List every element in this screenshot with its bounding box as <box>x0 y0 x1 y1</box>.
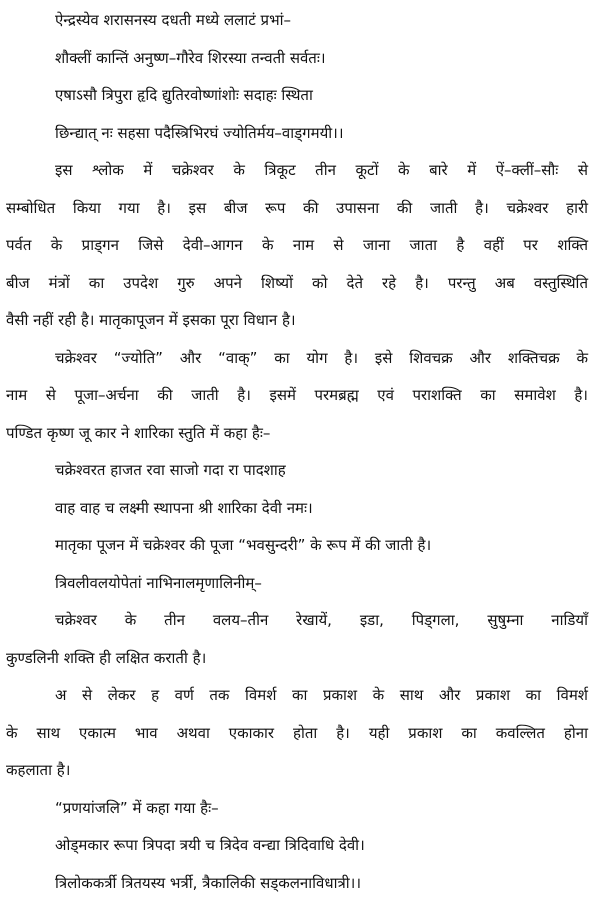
verse-line: एषाऽसौ त्रिपुरा हृदि द्युतिरवोष्णांशोः सदाहः स्थिता <box>6 77 588 115</box>
paragraph-line: अ से लेकर ह वर्ण तक विमर्श का प्रकाश के साथ और प्रकाश का विमर्श <box>6 677 588 715</box>
paragraph-line: नाम से पूजा–अर्चना की जाती है। इसमें परमब्रह्म एवं पराशक्ति का समावेश है। <box>6 377 588 415</box>
verse-line: छिन्द्यात् नः सहसा पदैस्त्रिभिरघं ज्योतिर्मय–वाड्गमयी।। <box>6 115 588 153</box>
verse-line: त्रिवलीवलयोपेतां नाभिनालमृणालिनीम्– <box>6 565 588 603</box>
verse-line: ऐन्द्रस्येव शरासनस्य दधती मध्ये ललाटं प्रभां– <box>6 0 588 40</box>
paragraph-line: पण्डित कृष्ण जू कार ने शारिका स्तुति में कहा हैः– <box>6 415 588 453</box>
verse-line: ओड्मकार रूपा त्रिपदा त्रयी च त्रिदेव वन्द्या त्रिदिवाधि देवी। <box>6 827 588 865</box>
verse-line: चक्रेश्वरत हाजत रवा साजो गदा रा पादशाह <box>6 452 588 490</box>
paragraph-line: कुण्डलिनी शक्ति ही लक्षित कराती है। <box>6 640 588 678</box>
paragraph-line: बीज मंत्रों का उपदेश गुरु अपने शिष्यों को देते रहे है। परन्तु अब वस्तुस्थिति <box>6 265 588 303</box>
verse-line: त्रिलोककर्त्री त्रितयस्य भर्त्री, त्रैकालिकी सड्कलनाविधात्री।। <box>6 865 588 902</box>
paragraph-line: चक्रेश्वर “ज्योति” और “वाक्” का योग है। इसे शिवचक्र और शक्तिचक्र के <box>6 340 588 378</box>
verse-line: शौक्लीं कान्तिं अनुष्ण–गौरेव शिरस्या तन्वती सर्वतः। <box>6 40 588 78</box>
verse-line: वाह वाह च लक्ष्मी स्थापना श्री शारिका देवी नमः। <box>6 490 588 528</box>
paragraph-line: पर्वत के प्राड्गन जिसे देवी–आगन के नाम से जाना जाता है वहीं पर शक्ति <box>6 227 588 265</box>
paragraph-line: इस श्लोक में चक्रेश्वर के त्रिकूट तीन कूटों के बारे में ऐं–क्लीं–सौः से <box>6 152 588 190</box>
paragraph-line: कहलाता है। <box>6 752 588 790</box>
paragraph-line: वैसी नहीं रही है। मातृकापूजन में इसका पूरा विधान है। <box>6 302 588 340</box>
paragraph-line: चक्रेश्वर के तीन वलय–तीन रेखायें, इडा, पिड्गला, सुषुम्ना नाडियाँ <box>6 602 588 640</box>
paragraph-line: के साथ एकात्म भाव अथवा एकाकार होता है। यही प्रकाश का कवल्लित होना <box>6 715 588 753</box>
paragraph-line: सम्बोधित किया गया है। इस बीज रूप की उपासना की जाती है। चक्रेश्वर हारी <box>6 190 588 228</box>
paragraph-line: “प्रणयांजलि” में कहा गया हैः– <box>6 790 588 828</box>
paragraph-line: मातृका पूजन में चक्रेश्वर की पूजा “भवसुन्दरी” के रूप में की जाती है। <box>6 527 588 565</box>
